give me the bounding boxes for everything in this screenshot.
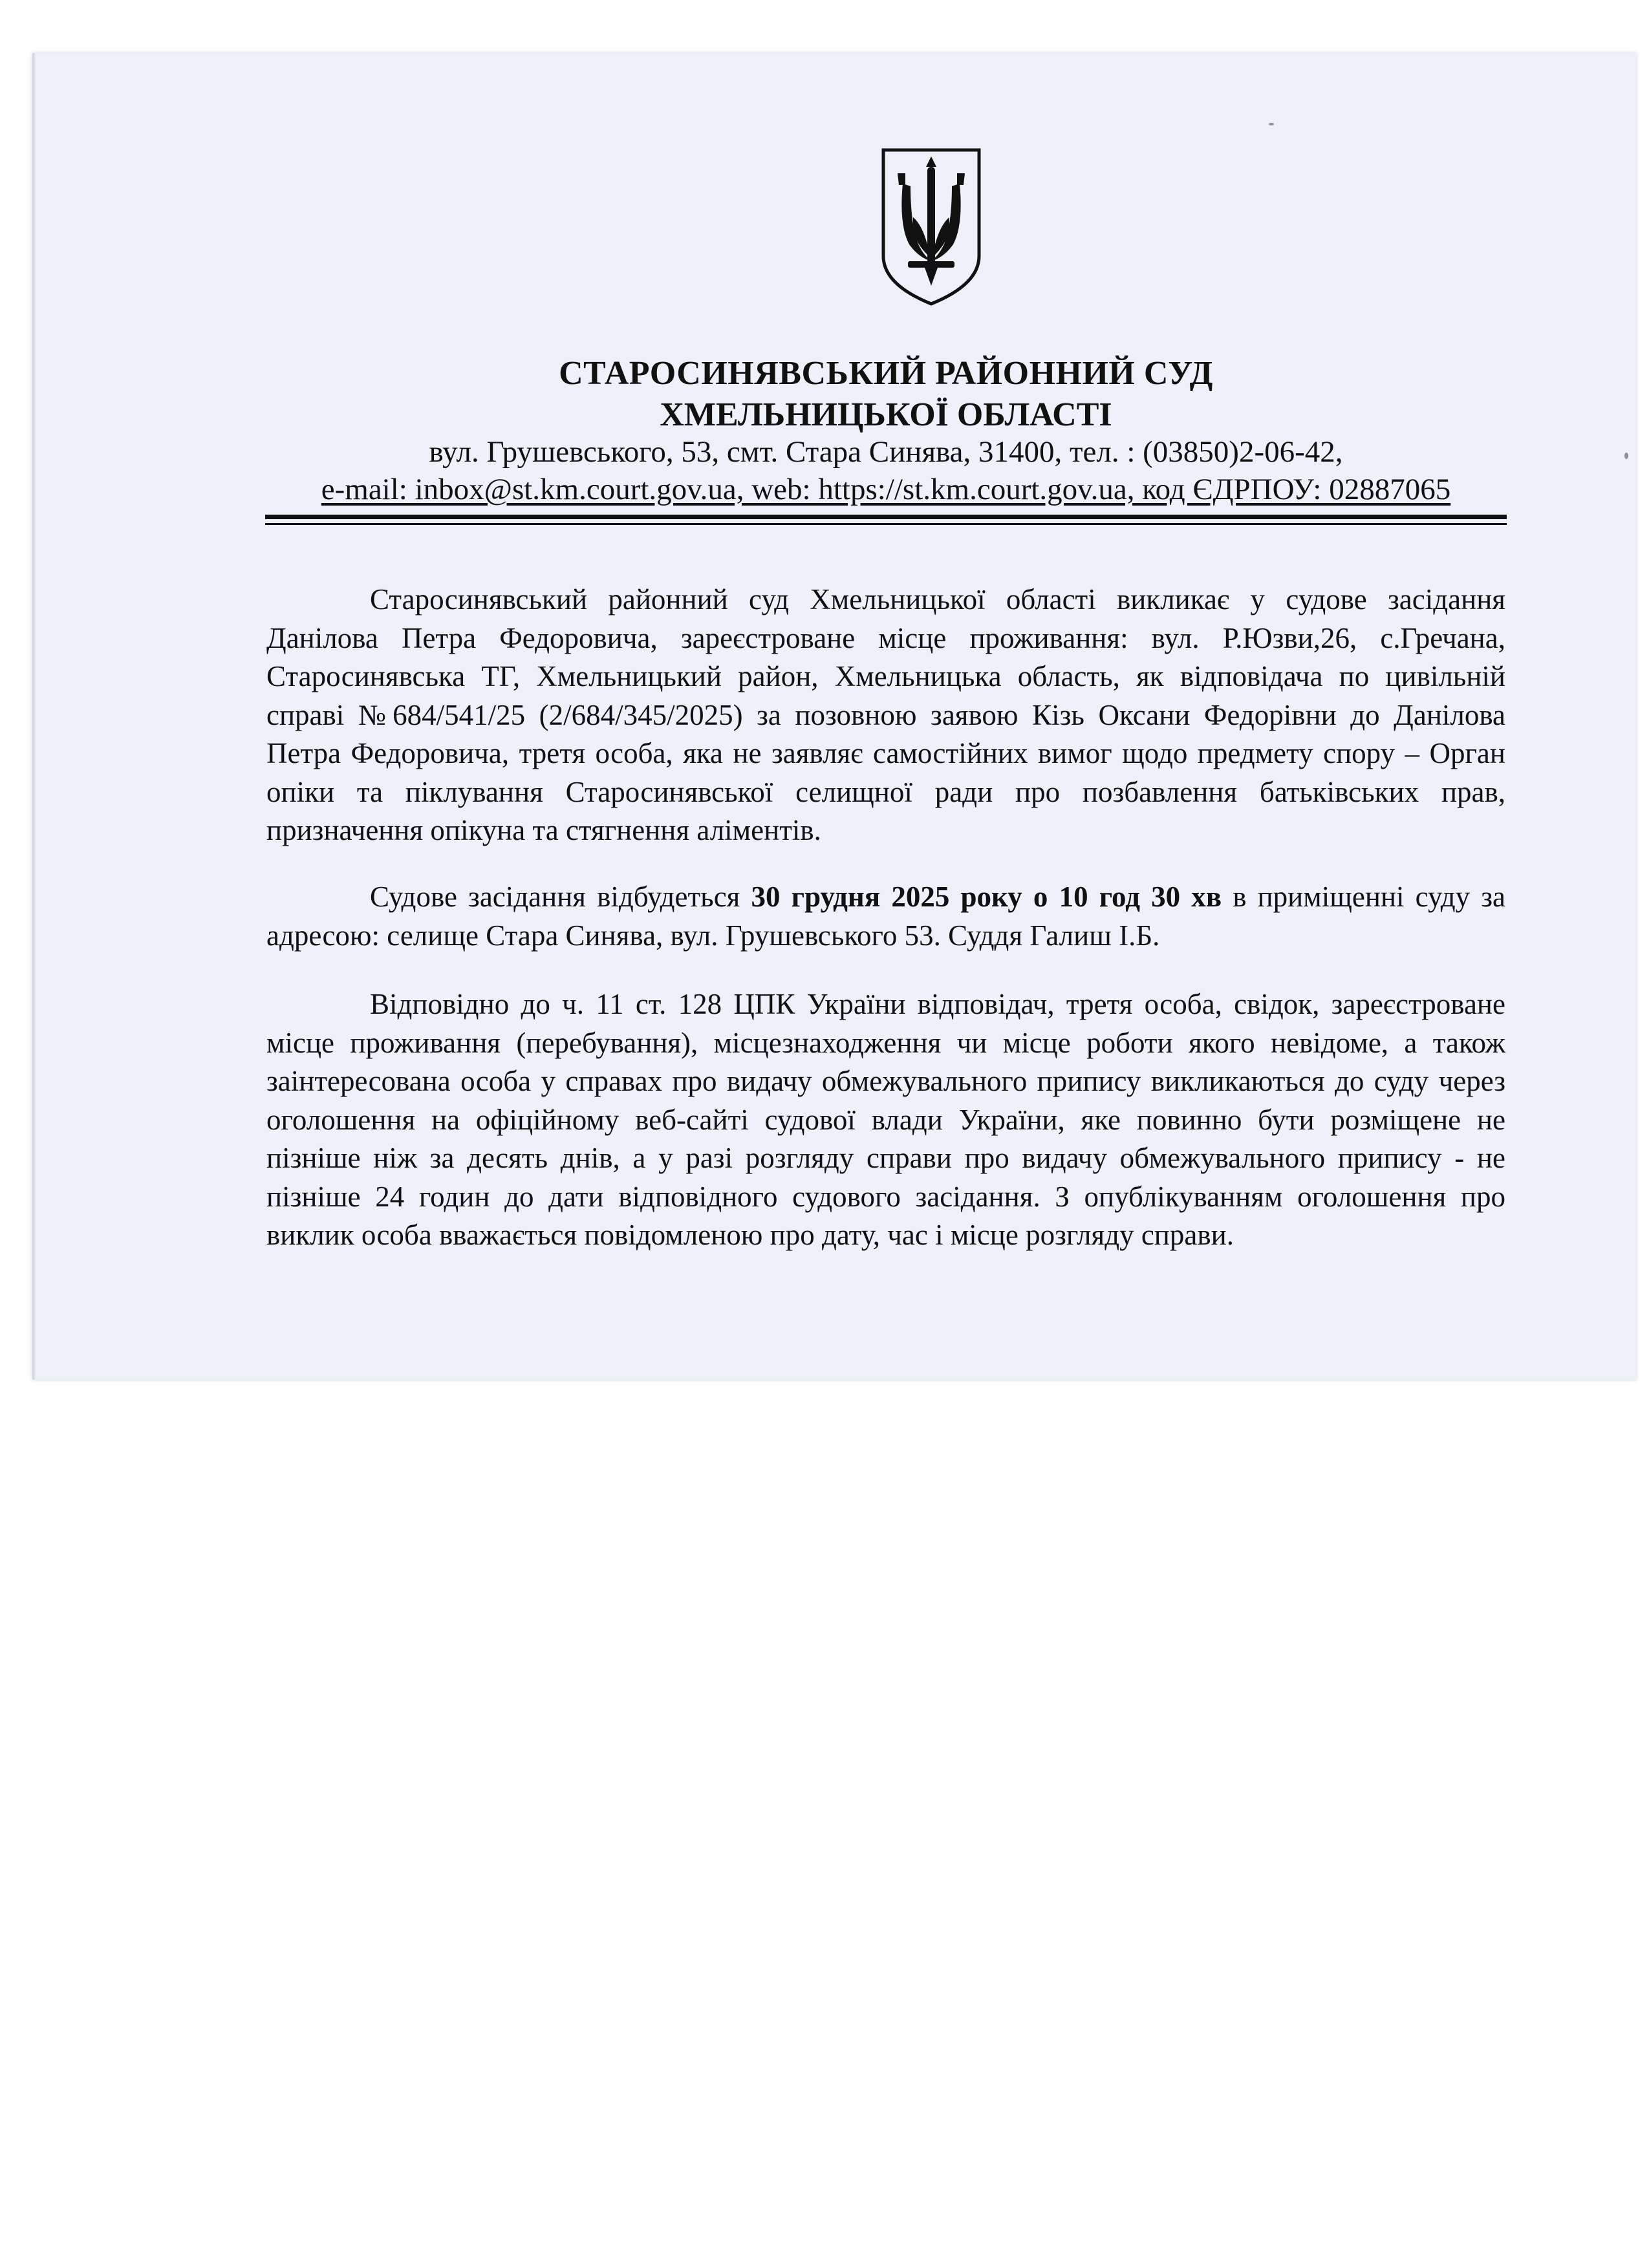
scan-speck (1624, 453, 1628, 459)
summons-paragraph: Старосинявський районний суд Хмельницької області викликає у судове засідання Данілова Петра Федоровича, зареєстроване місце проживання: вул. Р.Юзви,26, с.Гречана, Старосинявська ТГ, Хмельницький район, Хмельницька область, як відповідача по цивільній справі №684/541/25 (2/684/345/2025) за позовною заявою Кізь Оксани Федорівни до Данілова Петра Федоровича, третя особа, яка не заявляє самостійних вимог щодо предмету спору – Орган опіки та піклування Старосинявської селищної ради про позбавлення батьківських прав, призначення опікуна та стягнення аліментів. (266, 583, 1505, 846)
hearing-text-before: Судове засідання відбудеться (370, 881, 751, 913)
court-region: ХМЕЛЬНИЦЬКОЇ ОБЛАСТІ (660, 396, 1112, 433)
hearing-datetime: 30 грудня 2025 року о 10 год 30 хв (751, 881, 1222, 913)
header-divider-thin (265, 523, 1507, 525)
scan-speck (1269, 123, 1274, 125)
ukraine-trident-coat-of-arms-icon (879, 147, 983, 306)
hearing-paragraph (266, 878, 1505, 955)
hearing-text-after: в приміщенні суду за адресою: селище Стара Синява, вул. Грушевського 53. Суддя Галиш І.Б. (266, 881, 1505, 952)
paper-edge (32, 53, 36, 1380)
header-divider-thick (265, 515, 1507, 519)
court-name: СТАРОСИНЯВСЬКИЙ РАЙОННИЙ СУД (559, 355, 1213, 392)
court-contacts: e-mail: inbox@st.km.court.gov.ua, web: https://st.km.court.gov.ua, код ЄДРПОУ: 02887065 (321, 473, 1451, 506)
legal-basis-paragraph: Відповідно до ч. 11 ст. 128 ЦПК України відповідач, третя особа, свідок, зареєстроване місце проживання (перебування), місцезнаходження чи місце роботи якого невідоме, а також заінтересована особа у справах про видачу обмежувального припису викликаються до суду через оголошення на офіційному веб-сайті судової влади України, яке повинно бути розміщене не пізніше ніж за десять днів, а у разі розгляду справи про видачу обмежувального припису - не пізніше 24 годин до дати відповідного судового засідання. З опублікуванням оголошення про виклик особа вважається повідомленою про дату, час і місце розгляду справи. (266, 988, 1505, 1251)
court-address: вул. Грушевського, 53, смт. Стара Синява, 31400, тел. : (03850)2-06-42, (429, 435, 1343, 469)
